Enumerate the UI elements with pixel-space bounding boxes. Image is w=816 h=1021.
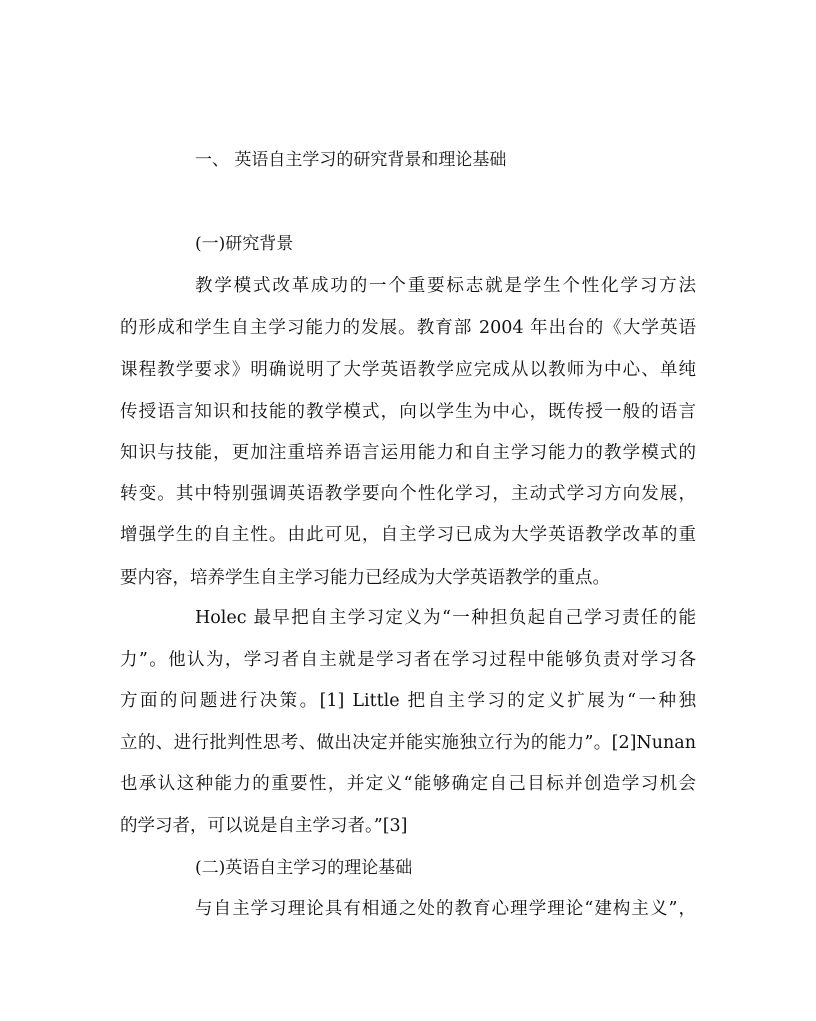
paragraph-2-line-5: 也承认这种能力的重要性，并定义“能够确定自己目标并创造学习机会 — [120, 774, 696, 794]
paragraph-3-line-1: 与自主学习理论具有相通之处的教育心理学理论“建构主义”， — [195, 899, 696, 919]
paragraph-1-line-3: 课程教学要求》明确说明了大学英语教学应完成从以教师为中心、单纯 — [120, 360, 696, 380]
paragraph-2-line-1: Holec 最早把自主学习定义为“一种担负起自己学习责任的能 — [195, 608, 696, 628]
paragraph-2-line-3: 方面的问题进行决策。[1] Little 把自主学习的定义扩展为“一种独 — [120, 691, 696, 711]
subsection-title-theory-basis: (二)英语自主学习的理论基础 — [195, 858, 413, 878]
paragraph-1-line-1: 教学模式改革成功的一个重要标志就是学生个性化学习方法 — [195, 276, 696, 296]
paragraph-2-line-4: 立的、进行批判性思考、做出决定并能实施独立行为的能力”。[2]Nunan — [120, 733, 696, 753]
paragraph-1-line-2: 的形成和学生自主学习能力的发展。教育部 2004 年出台的《大学英语 — [120, 318, 696, 338]
paragraph-1-line-6: 转变。其中特别强调英语教学要向个性化学习，主动式学习方向发展， — [120, 484, 696, 504]
subsection-title-research-background: (一)研究背景 — [195, 234, 294, 254]
paragraph-1-line-5: 知识与技能，更加注重培养语言运用能力和自主学习能力的教学模式的 — [120, 443, 696, 463]
paragraph-1-line-4: 传授语言知识和技能的教学模式，向以学生为中心，既传授一般的语言 — [120, 402, 696, 422]
section-title: 一、 英语自主学习的研究背景和理论基础 — [195, 150, 507, 170]
paragraph-2-line-2: 力”。他认为，学习者自主就是学习者在学习过程中能够负责对学习各 — [120, 650, 696, 670]
paragraph-1-line-7: 增强学生的自主性。由此可见，自主学习已成为大学英语教学改革的重 — [120, 525, 696, 545]
paragraph-1-line-8: 要内容，培养学生自主学习能力已经成为大学英语教学的重点。 — [120, 568, 610, 588]
paragraph-2-line-6: 的学习者，可以说是自主学习者。”[3] — [120, 816, 408, 836]
